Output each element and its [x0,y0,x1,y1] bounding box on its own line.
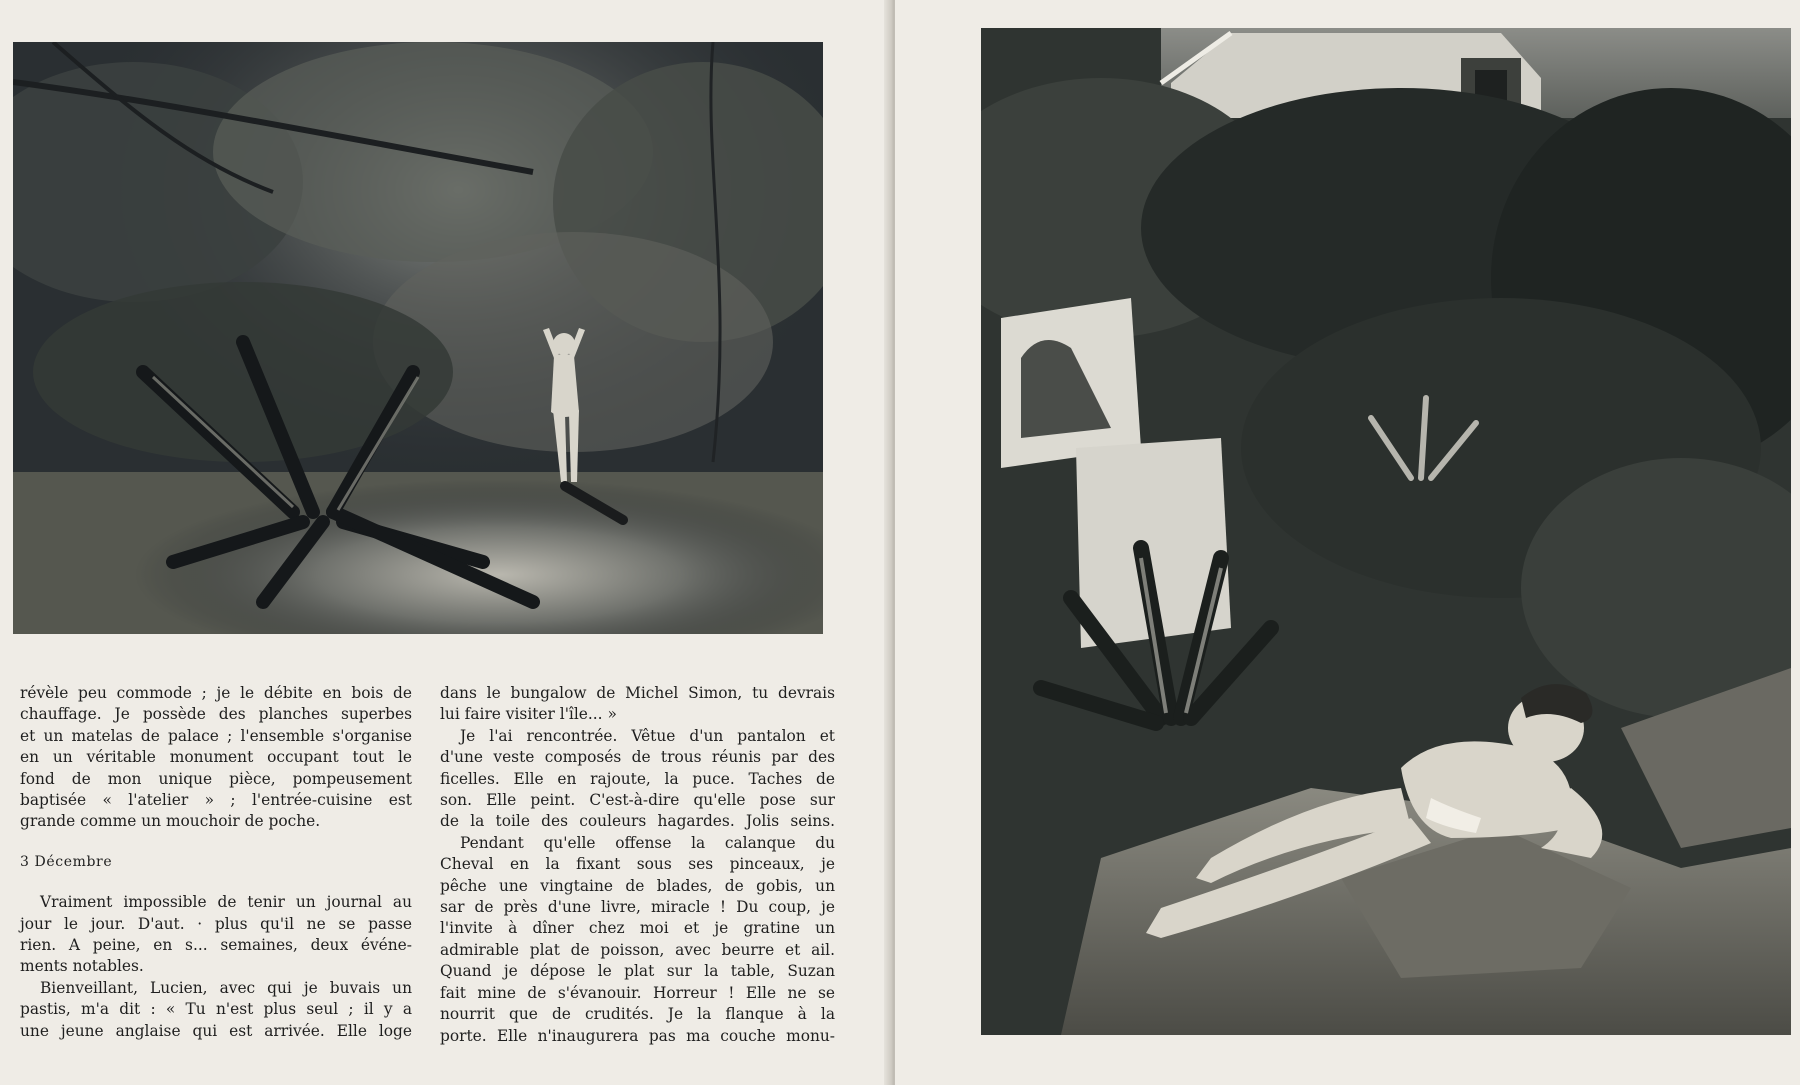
text-line: fait mine de s'évanouir. Horreur ! Elle ne se [440,983,835,1002]
paragraph [20,978,412,1042]
left-page [0,0,888,1085]
text-line: rien. A peine, en s... semaines, deux événe- [20,936,412,955]
text-line: d'une veste composés de trous réunis par des [440,748,835,767]
text-line: Bienveillant, Lucien, avec qui je buvais un [40,978,412,997]
text-line: Je l'ai rencontrée. Vêtue d'un pantalon et [460,726,835,745]
text-line: Pendant qu'elle offense la calanque du [460,833,835,852]
text-line: jour le jour. D'aut. · plus qu'il ne se passe [20,914,412,933]
paragraph [440,726,835,833]
text-line: l'invite à dîner chez moi et je gratine un [440,919,835,938]
text-line: fond de mon unique pièce, pompeusement [20,769,412,788]
text-line: Vraiment impossible de tenir un journal au [40,893,412,912]
text-line: Cheval en la fixant sous ses pinceaux, je [440,855,835,874]
text-line: dans le bungalow de Michel Simon, tu devrais [440,684,835,702]
paragraph [440,833,835,1047]
text-line: en un véritable monument occupant tout le [20,748,412,767]
text-line: lui faire visiter l'île... » [440,705,617,724]
text-line: baptisée « l'atelier » ; l'entrée-cuisine est [20,791,412,810]
text-line: ficelles. Elle en rajoute, la puce. Taches de [440,769,835,788]
journal-dateline: 3 Décembre [20,853,113,870]
text-line: porte. Elle n'inaugurera pas ma couche monu- [440,1026,835,1045]
sunbathing-photo [981,28,1791,1035]
sunbathing-photo-illustration [981,28,1791,1035]
text-line: nourrit que de crudités. Je la flanque à la [440,1005,835,1024]
text-line: Quand je dépose le plat sur la table, Suzan [440,962,835,981]
paragraph [440,683,835,726]
text-line: son. Elle peint. C'est-à-dire qu'elle pose sur [440,791,835,810]
text-line: et un matelas de palace ; l'ensemble s'organise [20,726,412,745]
paragraph [20,892,412,978]
garden-photo-illustration [13,42,823,634]
text-line: grande comme un mouchoir de poche. [20,812,321,831]
text-line: chauffage. Je possède des planches superbes [20,705,412,724]
text-line: pastis, m'a dit : « Tu n'est plus seul ; il y a [20,1000,412,1019]
text-line: pêche une vingtaine de blades, de gobis, un [440,876,835,895]
text-column-1 [20,683,412,1042]
text-column-2 [440,683,835,1047]
text-line: ments notables. [20,957,144,976]
text-line: révèle peu commode ; je le débite en bois de [20,684,412,702]
garden-photo-standing-figure [13,42,823,634]
paragraph [20,683,412,833]
text-line: une jeune anglaise qui est arrivée. Elle loge [20,1021,412,1040]
text-line: admirable plat de poisson, avec beurre et ail. [440,940,835,959]
text-line: de la toile des couleurs hagardes. Jolis seins. [440,812,835,831]
text-line: sar de près d'une livre, miracle ! Du coup, je [440,898,835,917]
